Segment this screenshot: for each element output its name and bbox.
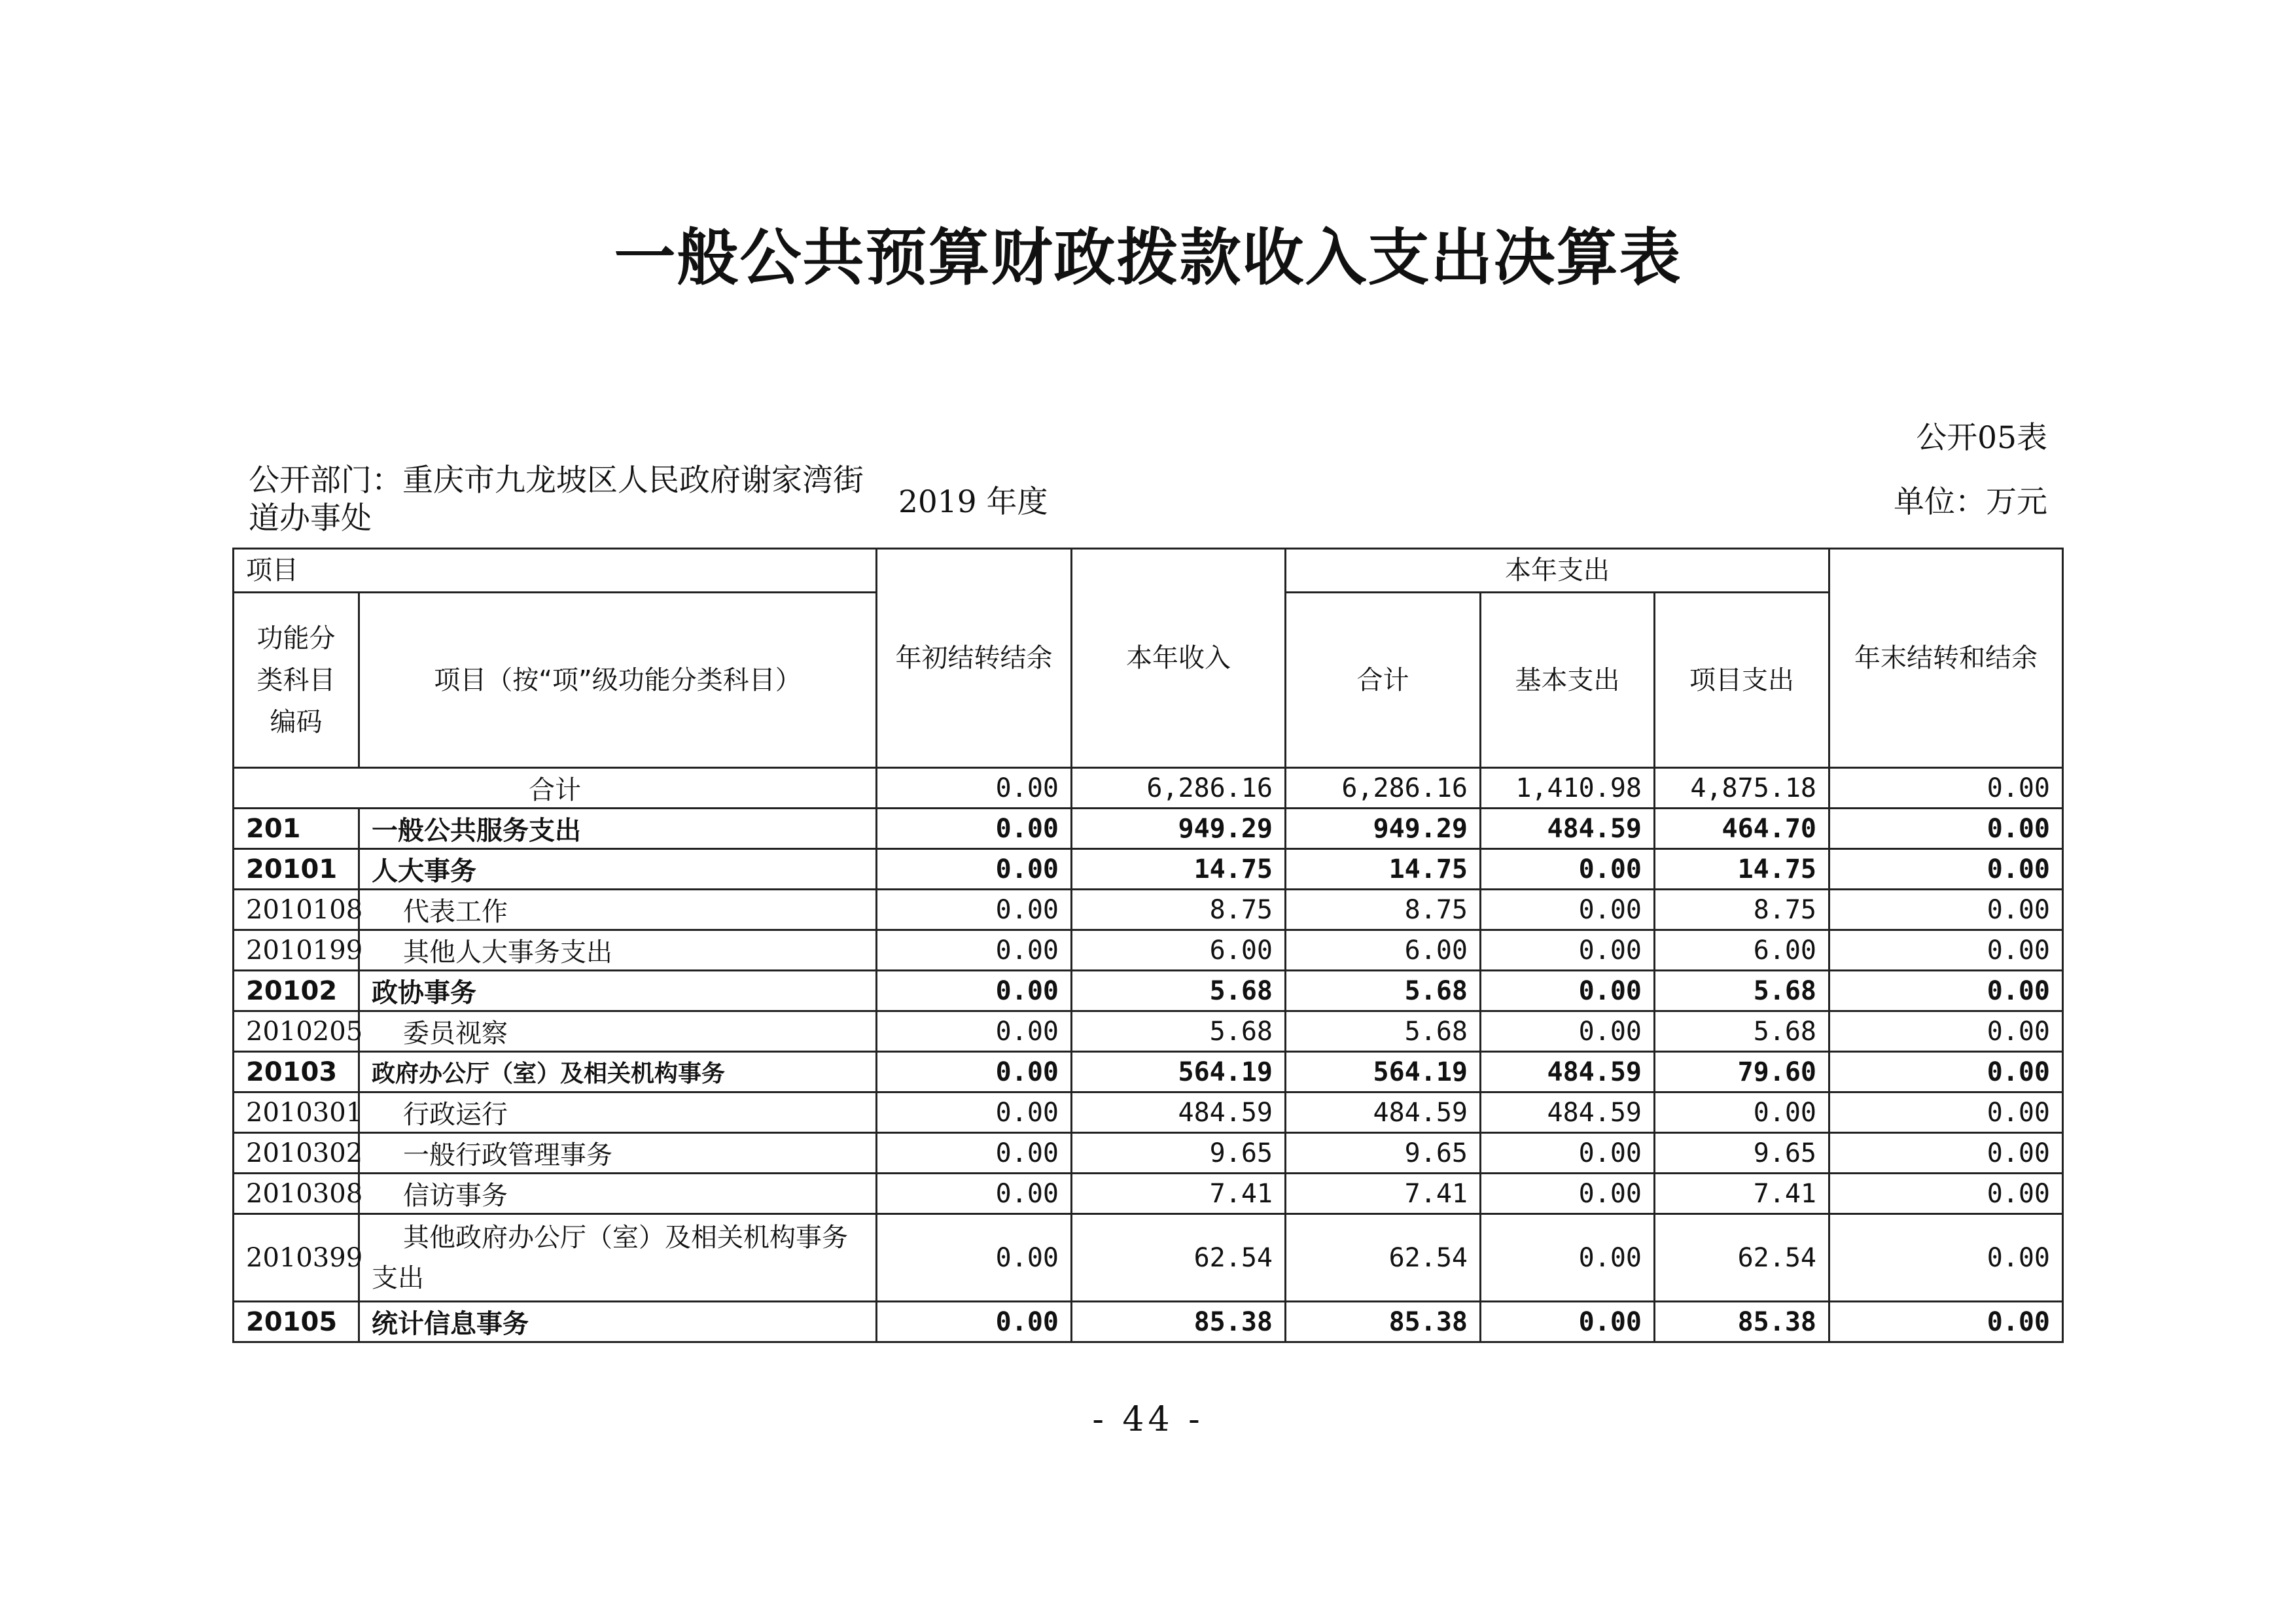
row-basic: 0.00 xyxy=(1481,849,1655,890)
row-code: 2010301 xyxy=(234,1092,359,1133)
row-code: 20103 xyxy=(234,1052,359,1092)
row-closing: 0.00 xyxy=(1829,1011,2063,1052)
table-row xyxy=(234,1052,2063,1092)
table-row xyxy=(234,1092,2063,1133)
row-project: 5.68 xyxy=(1655,971,1829,1011)
row-income: 6.00 xyxy=(1072,930,1286,971)
row-total: 85.38 xyxy=(1286,1302,1481,1342)
row-project: 5.68 xyxy=(1655,1011,1829,1052)
header-row-1 xyxy=(234,549,2063,593)
row-closing: 0.00 xyxy=(1829,1174,2063,1214)
row-project: 14.75 xyxy=(1655,849,1829,890)
row-name: 其他政府办公厅（室）及相关机构事务支出 xyxy=(359,1214,877,1302)
total-project: 4,875.18 xyxy=(1655,768,1829,809)
row-code: 2010205 xyxy=(234,1011,359,1052)
row-total: 5.68 xyxy=(1286,971,1481,1011)
row-project: 9.65 xyxy=(1655,1133,1829,1174)
table-row xyxy=(234,1011,2063,1052)
row-basic: 0.00 xyxy=(1481,1214,1655,1302)
row-project: 0.00 xyxy=(1655,1092,1829,1133)
table-row xyxy=(234,1302,2063,1342)
page-number: - 44 - xyxy=(1092,1400,1204,1439)
row-opening: 0.00 xyxy=(877,1052,1072,1092)
row-opening: 0.00 xyxy=(877,1174,1072,1214)
row-closing: 0.00 xyxy=(1829,1214,2063,1302)
row-name: 一般公共服务支出 xyxy=(359,809,877,849)
row-opening: 0.00 xyxy=(877,1214,1072,1302)
row-name: 其他人大事务支出 xyxy=(359,930,877,971)
row-project: 79.60 xyxy=(1655,1052,1829,1092)
row-income: 5.68 xyxy=(1072,1011,1286,1052)
row-code: 2010108 xyxy=(234,890,359,930)
row-income: 14.75 xyxy=(1072,849,1286,890)
header-name: 项目（按“项”级功能分类科目） xyxy=(359,593,877,768)
row-opening: 0.00 xyxy=(877,971,1072,1011)
row-opening: 0.00 xyxy=(877,930,1072,971)
row-name: 人大事务 xyxy=(359,849,877,890)
table-row xyxy=(234,1174,2063,1214)
total-label: 合计 xyxy=(234,768,877,809)
row-name: 一般行政管理事务 xyxy=(359,1133,877,1174)
header-basic: 基本支出 xyxy=(1481,593,1655,768)
row-project: 6.00 xyxy=(1655,930,1829,971)
row-opening: 0.00 xyxy=(877,1011,1072,1052)
header-expenditure-group: 本年支出 xyxy=(1286,549,1829,593)
row-total: 484.59 xyxy=(1286,1092,1481,1133)
row-total: 8.75 xyxy=(1286,890,1481,930)
table-row xyxy=(234,971,2063,1011)
row-basic: 484.59 xyxy=(1481,809,1655,849)
row-project: 7.41 xyxy=(1655,1174,1829,1214)
row-code: 2010302 xyxy=(234,1133,359,1174)
row-name: 统计信息事务 xyxy=(359,1302,877,1342)
row-closing: 0.00 xyxy=(1829,890,2063,930)
row-total: 6.00 xyxy=(1286,930,1481,971)
row-closing: 0.00 xyxy=(1829,849,2063,890)
row-code: 2010308 xyxy=(234,1174,359,1214)
row-income: 5.68 xyxy=(1072,971,1286,1011)
header-total: 合计 xyxy=(1286,593,1481,768)
row-income: 85.38 xyxy=(1072,1302,1286,1342)
row-opening: 0.00 xyxy=(877,1133,1072,1174)
header-project: 项目 xyxy=(234,549,877,593)
row-basic: 0.00 xyxy=(1481,1302,1655,1342)
budget-table xyxy=(232,548,2064,1343)
row-closing: 0.00 xyxy=(1829,1302,2063,1342)
row-basic: 0.00 xyxy=(1481,890,1655,930)
row-closing: 0.00 xyxy=(1829,809,2063,849)
row-income: 8.75 xyxy=(1072,890,1286,930)
row-basic: 0.00 xyxy=(1481,1011,1655,1052)
row-name: 信访事务 xyxy=(359,1174,877,1214)
row-income: 7.41 xyxy=(1072,1174,1286,1214)
row-basic: 0.00 xyxy=(1481,1174,1655,1214)
table-row xyxy=(234,1214,2063,1302)
row-code: 20101 xyxy=(234,849,359,890)
row-project: 62.54 xyxy=(1655,1214,1829,1302)
row-name: 政府办公厅（室）及相关机构事务 xyxy=(359,1052,877,1092)
row-opening: 0.00 xyxy=(877,809,1072,849)
row-code: 201 xyxy=(234,809,359,849)
table-row xyxy=(234,890,2063,930)
table-row xyxy=(234,849,2063,890)
row-income: 484.59 xyxy=(1072,1092,1286,1133)
row-income: 9.65 xyxy=(1072,1133,1286,1174)
row-code: 2010199 xyxy=(234,930,359,971)
unit-label: 单位：万元 xyxy=(1894,484,2047,520)
row-income: 564.19 xyxy=(1072,1052,1286,1092)
row-income: 949.29 xyxy=(1072,809,1286,849)
department-label: 公开部门：重庆市九龙坡区人民政府谢家湾街道办事处 xyxy=(249,462,864,536)
row-closing: 0.00 xyxy=(1829,930,2063,971)
fiscal-year: 2019 年度 xyxy=(898,484,1048,520)
header-opening-balance: 年初结转结余 xyxy=(877,549,1072,768)
row-total: 5.68 xyxy=(1286,1011,1481,1052)
row-opening: 0.00 xyxy=(877,890,1072,930)
row-closing: 0.00 xyxy=(1829,1133,2063,1174)
total-total: 6,286.16 xyxy=(1286,768,1481,809)
row-code: 20102 xyxy=(234,971,359,1011)
row-code: 20105 xyxy=(234,1302,359,1342)
form-number: 公开05表 xyxy=(1916,420,2047,456)
header-income: 本年收入 xyxy=(1072,549,1286,768)
row-total: 7.41 xyxy=(1286,1174,1481,1214)
row-total: 9.65 xyxy=(1286,1133,1481,1174)
row-name: 行政运行 xyxy=(359,1092,877,1133)
row-total: 14.75 xyxy=(1286,849,1481,890)
header-project-exp: 项目支出 xyxy=(1655,593,1829,768)
row-basic: 484.59 xyxy=(1481,1052,1655,1092)
row-closing: 0.00 xyxy=(1829,1092,2063,1133)
row-name: 委员视察 xyxy=(359,1011,877,1052)
row-total: 62.54 xyxy=(1286,1214,1481,1302)
total-income: 6,286.16 xyxy=(1072,768,1286,809)
row-basic: 484.59 xyxy=(1481,1092,1655,1133)
header-closing-balance: 年末结转和结余 xyxy=(1829,549,2063,768)
row-total: 949.29 xyxy=(1286,809,1481,849)
row-basic: 0.00 xyxy=(1481,971,1655,1011)
row-project: 85.38 xyxy=(1655,1302,1829,1342)
row-name: 政协事务 xyxy=(359,971,877,1011)
row-project: 8.75 xyxy=(1655,890,1829,930)
page-title: 一般公共预算财政拨款收入支出决算表 xyxy=(614,222,1682,294)
total-opening: 0.00 xyxy=(877,768,1072,809)
row-closing: 0.00 xyxy=(1829,971,2063,1011)
row-name: 代表工作 xyxy=(359,890,877,930)
row-total: 564.19 xyxy=(1286,1052,1481,1092)
table-row xyxy=(234,1133,2063,1174)
total-basic: 1,410.98 xyxy=(1481,768,1655,809)
row-basic: 0.00 xyxy=(1481,1133,1655,1174)
row-project: 464.70 xyxy=(1655,809,1829,849)
table-row xyxy=(234,930,2063,971)
header-code: 功能分类科目编码 xyxy=(234,593,359,768)
row-opening: 0.00 xyxy=(877,1302,1072,1342)
row-opening: 0.00 xyxy=(877,1092,1072,1133)
total-closing: 0.00 xyxy=(1829,768,2063,809)
total-row xyxy=(234,768,2063,809)
table-row xyxy=(234,809,2063,849)
row-basic: 0.00 xyxy=(1481,930,1655,971)
row-opening: 0.00 xyxy=(877,849,1072,890)
row-code: 2010399 xyxy=(234,1214,359,1302)
row-income: 62.54 xyxy=(1072,1214,1286,1302)
row-closing: 0.00 xyxy=(1829,1052,2063,1092)
